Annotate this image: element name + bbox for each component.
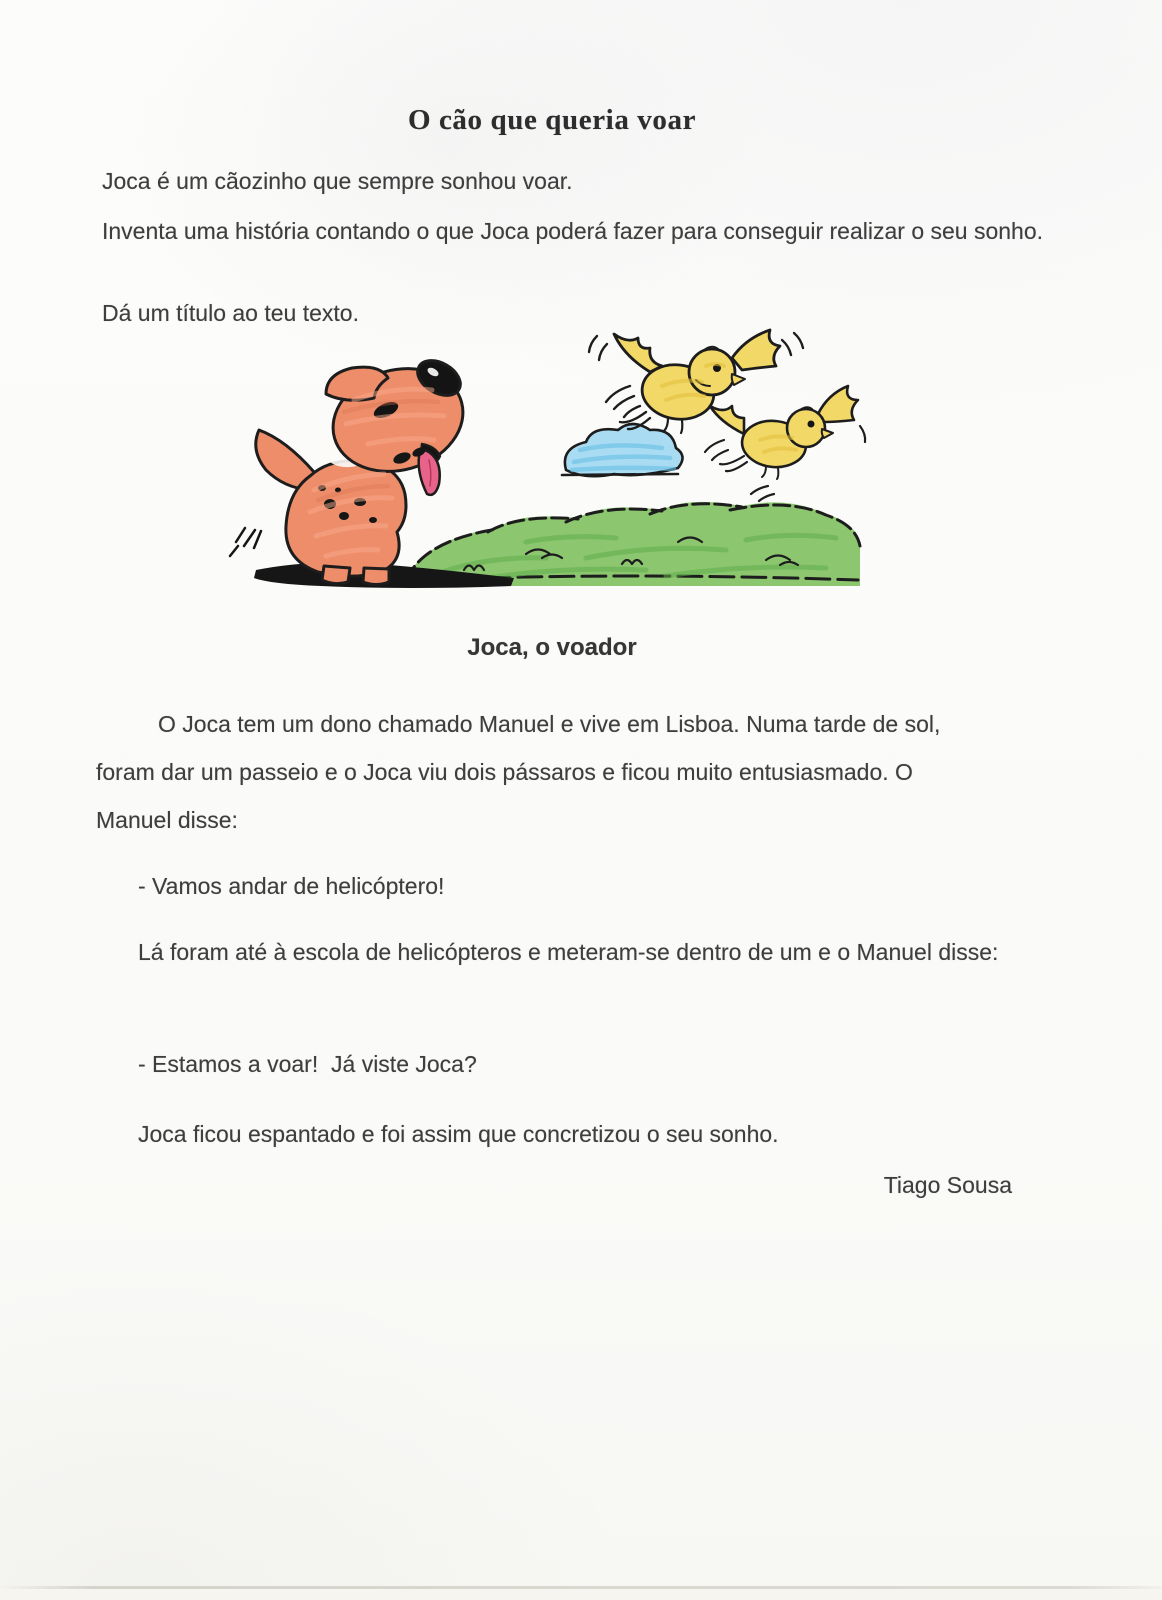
story-paragraph-3: Joca ficou espantado e foi assim que concretizou o seu sonho. <box>138 1121 779 1147</box>
story-dialogue-1: - Vamos andar de helicóptero! <box>138 873 445 899</box>
bird-wing <box>614 334 662 372</box>
story-title: Joca, o voador <box>467 634 637 661</box>
bird-beak <box>732 374 745 385</box>
bird-eye <box>808 421 815 428</box>
author-signature: Tiago Sousa <box>883 1172 1012 1198</box>
document-title: O cão que queria voar <box>407 104 697 136</box>
instruction-line-3: Dá um título ao teu texto. <box>102 300 359 326</box>
story-dialogue-2: - Estamos a voar! Já viste Joca? <box>138 1051 477 1077</box>
illustration-canvas <box>226 328 870 592</box>
dog-leg <box>322 566 350 584</box>
story-paragraph-1: O Joca tem um dono chamado Manuel e vive em Lisboa. Numa tarde de sol, foram dar um passeio e o Joca viu dois pássaros e ficou muito entusiasmado. O Manuel disse: <box>96 711 947 833</box>
bird-icon <box>705 386 865 501</box>
bird-head <box>689 349 735 395</box>
bird-wing <box>732 330 780 370</box>
bird-head <box>787 409 825 447</box>
grass-tufts <box>230 528 261 556</box>
dog-leg <box>363 568 389 585</box>
bird-beak <box>822 429 833 438</box>
dog-and-birds-illustration <box>226 328 870 592</box>
bird-wing <box>710 406 744 434</box>
instruction-line-1: Joca é um cãozinho que sempre sonhou voar. <box>102 168 573 194</box>
bird-icon <box>589 330 803 433</box>
page-scan-margin <box>0 1589 1162 1600</box>
bird-wing <box>818 386 858 422</box>
instruction-line-2: Inventa uma história contando o que Joca poderá fazer para conseguir realizar o seu sonho. <box>102 218 1044 244</box>
story-paragraph-2: Lá foram até à escola de helicópteros e meteram-se dentro de um e o Manuel disse: <box>138 939 999 965</box>
